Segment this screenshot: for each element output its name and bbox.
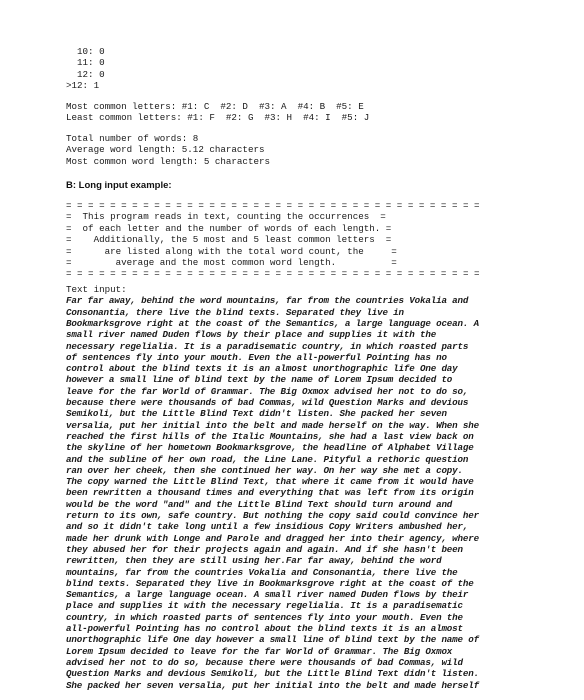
text-input-line: leave for the far World of Grammar. The Big Oxmox advised her not to do so, bbox=[66, 385, 469, 397]
text-input-line: control about the blind texts it is an almost unorthographic life One day bbox=[66, 363, 458, 375]
text-input-line: Consonantia, there live the blind texts. Separated they live in bbox=[66, 306, 404, 318]
text-input-line: necessary regelialia. It is a paradisematic country, in which roasted parts bbox=[66, 340, 469, 352]
text-input-line: unorthographic life One day however a small line of blind text by the name of bbox=[66, 634, 479, 646]
most-common-letters: Most common letters: #1: C #2: D #3: A #4: B #5: E bbox=[66, 101, 364, 112]
text-input-line: they abused her for their projects again and again. And if she hasn't been bbox=[66, 543, 463, 555]
text-input-line: would be the word "and" and the Little Blind Text should turn around and bbox=[66, 498, 453, 510]
text-input-line: Far far away, behind the word mountains, far from the countries Vokalia and bbox=[66, 295, 469, 307]
text-input-label: Text input: bbox=[66, 284, 127, 295]
banner-line: = Additionally, the 5 most and 5 least common letters = bbox=[66, 234, 392, 246]
text-input-line: rewritten, then they are still using her.Far far away, behind the word bbox=[66, 555, 442, 567]
banner-line: = of each letter and the number of words of each length. = bbox=[66, 222, 392, 234]
text-input-line: Semantics, a large language ocean. A small river named Duden flows by their bbox=[66, 589, 469, 601]
text-input-line: and so it didn't take long until a few insidious Copy Writers ambushed her, bbox=[66, 521, 469, 533]
count-line-over-12: >12: 1 bbox=[66, 80, 100, 92]
text-input-line: because there were thousands of bad Commas, wild Question Marks and devious bbox=[66, 397, 469, 409]
least-common-letters: Least common letters: #1: F #2: G #3: H #4: I #5: J bbox=[66, 112, 370, 124]
most-common-word-length: Most common word length: 5 characters bbox=[66, 155, 270, 167]
banner-line: = average and the most common word length. = bbox=[66, 257, 397, 269]
text-input-line: versalia, put her initial into the belt and made herself on the way. When she bbox=[66, 419, 479, 431]
text-input-body bbox=[66, 295, 522, 690]
letter-frequency-output bbox=[66, 101, 369, 124]
text-input-line: Lorem Ipsum decided to leave for the far World of Grammar. The Big Oxmox bbox=[66, 645, 453, 657]
text-input-line: place and supplies it with the necessary regelialia. It is a paradisematic bbox=[66, 600, 463, 612]
text-input-line: mountains, far from the countries Vokalia and Consonantia, there live the bbox=[66, 566, 458, 578]
text-input-line: of sentences fly into your mouth. Even the all-powerful Pointing has no bbox=[66, 351, 447, 363]
section-heading: B: Long input example: bbox=[66, 180, 172, 191]
count-line-12: 12: 0 bbox=[66, 68, 105, 80]
text-input-line: Bookmarksgrove right at the coast of the Semantics, a large language ocean. A bbox=[66, 318, 479, 329]
banner-border-bottom: = = = = = = = = = = = = = = = = = = = = = = = = = = = = = = = = = = = = = = bbox=[66, 268, 480, 280]
text-input-line: small river named Duden flows by their place and supplies it with the bbox=[66, 329, 437, 341]
word-length-counts bbox=[66, 46, 105, 92]
text-input-line: ran over her cheek, then she continued her way. On her way she met a copy. bbox=[66, 464, 463, 476]
count-line-11: 11: 0 bbox=[66, 57, 105, 69]
text-input-line: country, in which roasted parts of sentences fly into your mouth. Even the bbox=[66, 611, 463, 623]
text-input-line: however a small line of blind text by the name of Lorem Ipsum decided to bbox=[66, 374, 453, 386]
text-input-line: advised her not to do so, because there were thousands of bad Commas, wild bbox=[66, 656, 463, 668]
program-banner bbox=[66, 200, 480, 280]
text-input-line: the skyline of her hometown Bookmarksgrove, the headline of Alphabet Village bbox=[66, 442, 474, 454]
banner-border-top: = = = = = = = = = = = = = = = = = = = = = = = = = = = = = = = = = = = = = = bbox=[66, 200, 480, 211]
banner-line: = are listed along with the total word count, the = bbox=[66, 245, 397, 257]
count-line-10: 10: 0 bbox=[66, 46, 105, 57]
average-word-length: Average word length: 5.12 characters bbox=[66, 144, 265, 156]
text-input-line: return to its own, safe country. But nothing the copy said could convince her bbox=[66, 510, 479, 522]
text-input-line: been rewritten a thousand times and everything that was left from its origin bbox=[66, 487, 474, 499]
banner-line: = This program reads in text, counting the occurrences = bbox=[66, 211, 386, 223]
text-input-section bbox=[66, 284, 522, 691]
text-input-line: made her drunk with Longe and Parole and dragged her into their agency, where bbox=[66, 532, 479, 544]
text-input-line: and the subline of her own road, the Line Lane. Pityful a rethoric question bbox=[66, 453, 469, 465]
text-input-line: She packed her seven versalia, put her initial into the belt and made herself bbox=[66, 679, 479, 691]
text-input-line: Question Marks and devious Semikoli, but the Little Blind Text didn't listen. bbox=[66, 668, 479, 680]
text-input-line: blind texts. Separated they live in Bookmarksgrove right at the coast of the bbox=[66, 577, 474, 589]
word-statistics-output bbox=[66, 133, 270, 167]
text-input-line: all-powerful Pointing has no control about the blind texts it is an almost bbox=[66, 623, 463, 635]
text-input-line: The copy warned the Little Blind Text, that where it came from it would have bbox=[66, 476, 474, 488]
text-input-line: reached the first hills of the Italic Mountains, she had a last view back on bbox=[66, 430, 474, 442]
total-words: Total number of words: 8 bbox=[66, 133, 199, 144]
text-input-line: Semikoli, but the Little Blind Text didn't listen. She packed her seven bbox=[66, 408, 447, 420]
